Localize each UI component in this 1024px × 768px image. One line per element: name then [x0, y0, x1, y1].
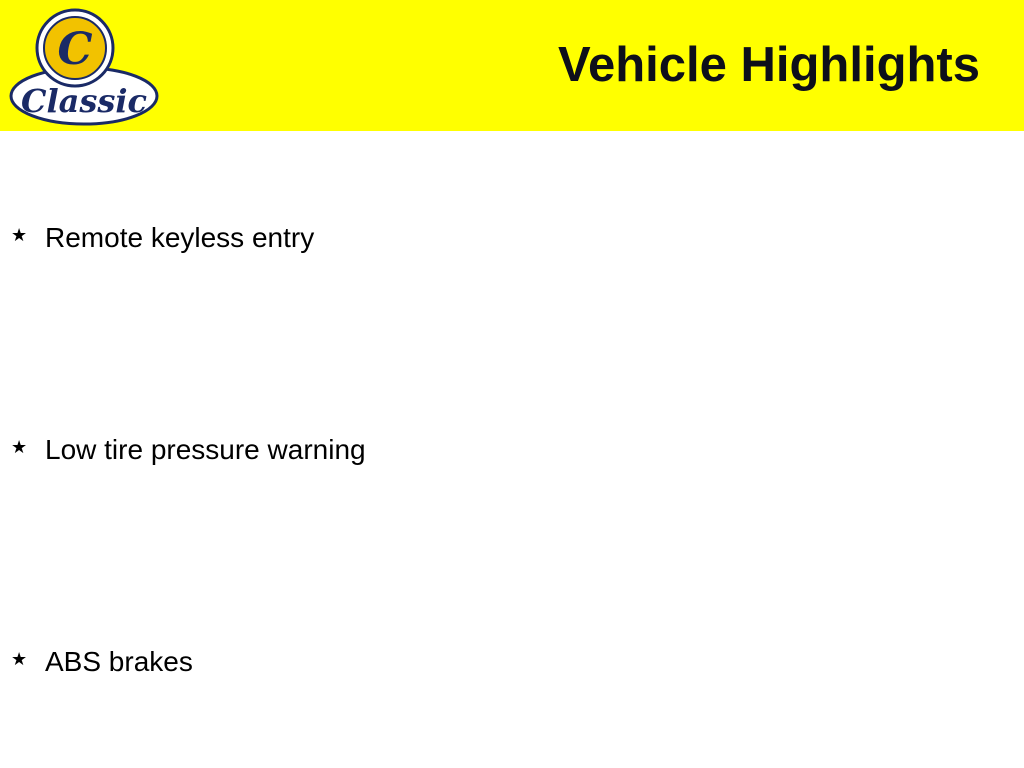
classic-logo — [9, 8, 159, 126]
list-item — [11, 220, 611, 256]
star-icon: ★ — [11, 225, 28, 245]
list-item-label: Low tire pressure warning — [45, 434, 366, 465]
svg-text:C: C — [57, 24, 93, 75]
header-banner — [0, 0, 1024, 131]
star-icon: ★ — [11, 437, 28, 457]
list-item — [11, 432, 611, 468]
list-item-label: ABS brakes — [45, 646, 193, 677]
star-icon: ★ — [11, 649, 28, 669]
list-item — [11, 644, 611, 680]
slide-title: Vehicle Highlights — [557, 38, 980, 92]
list-item-label: Remote keyless entry — [45, 222, 315, 253]
svg-text:Classic: Classic — [20, 82, 148, 120]
